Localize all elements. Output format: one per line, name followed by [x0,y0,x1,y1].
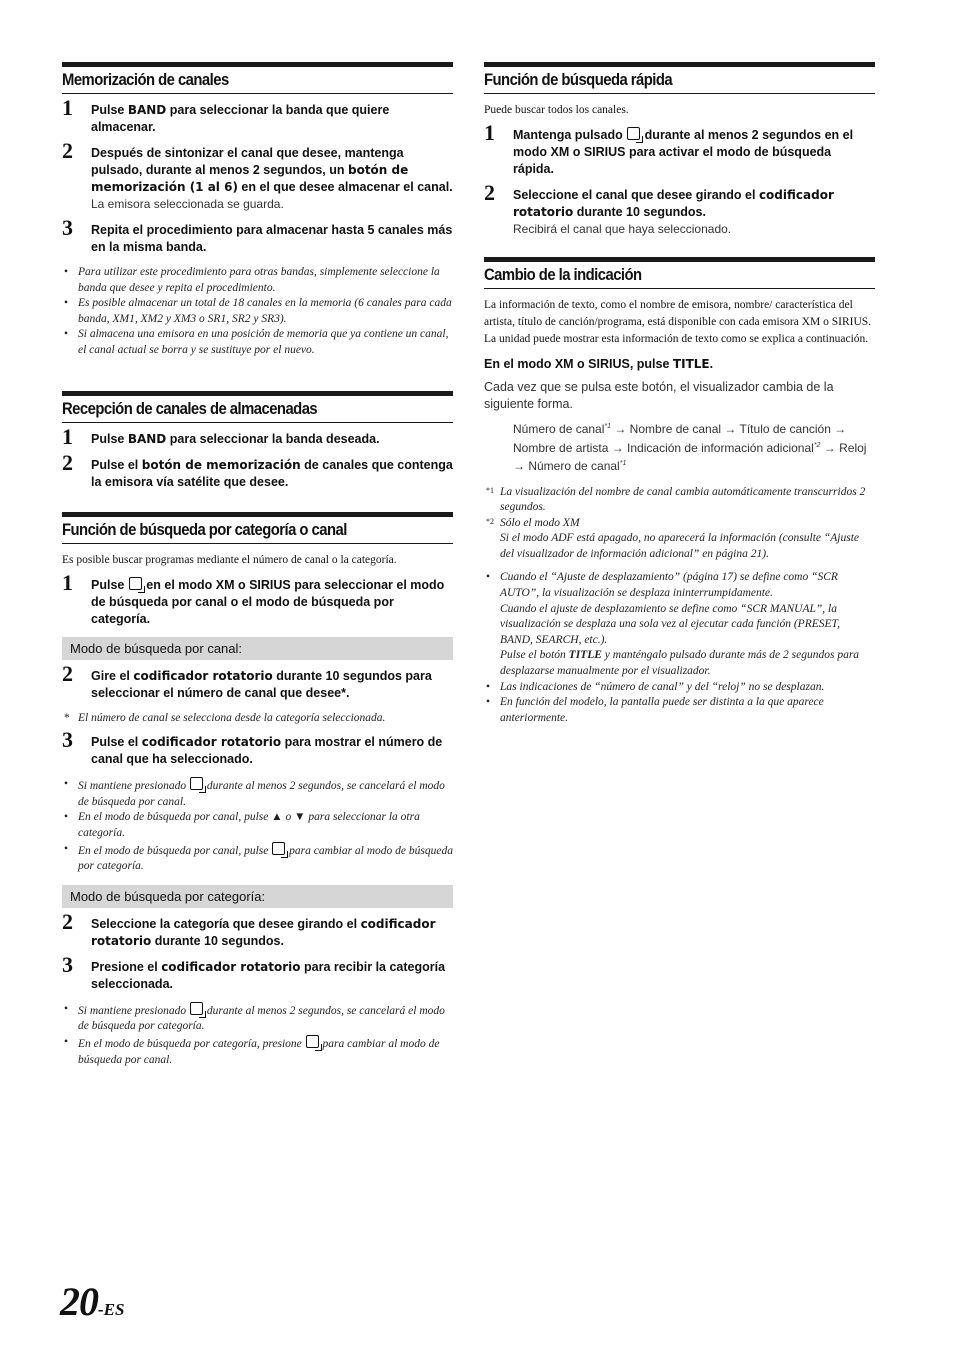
step-text: Pulse BAND para seleccionar la banda que quiere almacenar. [91,103,390,134]
step [484,180,875,238]
notes-list [484,570,875,726]
step-number: 3 [62,215,73,240]
step-result: La emisora seleccionada se guarda. [91,197,284,211]
section-heading-cambio-indicacion: Cambio de la indicación [484,257,875,289]
note-item: • Si mantiene presionado durante al menos 2 segundos, se cancelará el modo de búsqueda por categoría. [62,1002,453,1035]
step-text: Mantenga pulsado durante al menos 2 segundos en el modo XM o SIRIUS para activar el modo de búsqueda rápida. [513,128,854,176]
band-button-icon [190,1002,203,1015]
step-number: 2 [62,449,73,475]
step [62,569,453,628]
step-text: Gire el codificador rotatorio durante 10 segundos para seleccionar el número de canal que desee*. [91,668,432,700]
note-item: • Las indicaciones de “número de canal” y del “reloj” no se desplazan. [484,680,875,696]
subsection-band: Modo de búsqueda por canal: [62,637,453,660]
step-number: 2 [62,660,73,686]
section-intro: Es posible buscar programas mediante el número de canal o la categoría. [62,553,397,566]
right-column [484,62,875,736]
band-button-icon [627,127,640,140]
section-intro: La información de texto, como el nombre de emisora, nombre/ característica del artista, título de canción/programa, está disponible con cada emisora XM o SIRIUS. La unidad puede mostrar esta información de texto como se explica a continuación. [484,299,872,345]
step-text: Seleccione el canal que desee girando el codificador rotatorio durante 10 segundos. [513,188,834,219]
note-item: • Para utilizar este procedimiento para otras bandas, simplemente seleccione la banda que desee y repita el procedimiento. [62,265,453,296]
note-item: • En el modo de búsqueda por categoría, presione para cambiar al modo de búsqueda por canal. [62,1035,453,1068]
instruction-lead: En el modo XM o SIRIUS, pulse TITLE. [484,357,714,371]
footnote: * El número de canal se selecciona desde la categoría seleccionada. [64,711,386,724]
step [62,951,453,993]
step-text: Presione el codificador rotatorio para recibir la categoría seleccionada. [91,959,446,991]
step [62,138,453,213]
instruction-detail: Cada vez que se pulsa este botón, el visualizador cambia de la siguiente forma. [484,380,834,411]
step-number: 1 [62,95,73,120]
step-number: 2 [484,180,495,205]
display-sequence: Número de canal$^{*1}$ → Nombre de canal → Título de canción → Nombre de artista → Indicación de información adicional$^{*2}$ → Reloj → Número de canal$^{*1}$ [513,422,867,473]
note-item: • En el modo de búsqueda por canal, pulse para cambiar al modo de búsqueda por categoría. [62,842,453,875]
step-number: 1 [62,569,73,595]
notes-list [62,265,453,359]
step-number: 2 [62,908,73,934]
step-result: Recibirá el canal que haya seleccionado. [513,222,732,236]
left-column [62,62,453,1078]
step [62,449,453,491]
note-item: • Si almacena una emisora en una posición de memoria que ya contiene un canal, el canal actual se borra y se sustituye por el nuevo. [62,327,453,358]
band-button-icon [129,577,142,590]
band-button-icon [272,842,285,855]
step [62,423,453,449]
section-heading-busqueda-categoria: Función de búsqueda por categoría o canal [62,512,453,544]
step-number: 1 [484,120,495,145]
section-heading-recepcion: Recepción de canales de almacenadas [62,391,453,423]
step [62,95,453,136]
section-heading-busqueda-rapida: Función de búsqueda rápida [484,62,875,94]
step-number: 2 [62,138,73,163]
section-heading-memorizacion: Memorización de canales [62,62,453,94]
step-text: Pulse el codificador rotatorio para mostrar el número de canal que ha seleccionado. [91,735,443,767]
step [62,727,453,768]
step-number: 1 [62,423,73,449]
step-text: Seleccione la categoría que desee girando el codificador rotatorio durante 10 segundos. [91,916,436,948]
section-intro: Puede buscar todos los canales. [484,104,629,116]
step-text: Repita el procedimiento para almacenar hasta 5 canales más en la misma banda. [91,223,453,254]
step-text: Pulse BAND para seleccionar la banda deseada. [91,431,380,446]
step [484,120,875,178]
step-text: Pulse en el modo XM o SIRIUS para seleccionar el modo de búsqueda por canal o el modo de búsqueda por categoría. [91,577,445,626]
subsection-band: Modo de búsqueda por categoría: [62,885,453,908]
footnote: *2 Sólo el modo XM Si el modo ADF está apagado, no aparecerá la información (consulte “Ajuste del visualizador de información adicional” en página 21). [486,516,860,560]
note-item: • En el modo de búsqueda por canal, pulse ▲ o ▼ para seleccionar la otra categoría. [62,810,453,841]
notes-list [62,777,453,875]
step-number: 3 [62,951,73,977]
band-button-icon [306,1035,319,1048]
band-button-icon [190,777,203,790]
step [62,215,453,256]
notes-list [62,1002,453,1068]
step [62,660,453,702]
note-item: • Es posible almacenar un total de 18 canales en la memoria (6 canales para cada banda, XM1, XM2 y XM3 o SR1, SR2 y SR3). [62,296,453,327]
step-text: Después de sintonizar el canal que desee, mantenga pulsado, durante al menos 2 segundos, un botón de memorización (1 al 6) en el que desee almacenar el canal. [91,146,453,194]
note-item: • Cuando el “Ajuste de desplazamiento” (página 17) se define como “SCR AUTO”, la visualización se desplaza ininterrumpidamente. Cuando el ajuste de desplazamiento se define como “SCR MANUAL”, la visualización se desplaza una sola vez al ejecutar cada función (PRESET, BAND, SEARCH, etc.). Pulse el botón TITLE y manténgalo pulsado durante más de 2 segundos para desplazarse manualmente por el visualizador. [484,570,875,679]
footnote: *1 La visualización del nombre de canal cambia automáticamente transcurridos 2 segundos. [486,485,866,514]
step-number: 3 [62,727,73,753]
note-item: • En función del modelo, la pantalla puede ser distinta a la que aparece anteriormente. [484,695,875,726]
page-number: 20-ES [60,1279,125,1324]
step-text: Pulse el botón de memorización de canales que contenga la emisora vía satélite que desee. [91,457,453,489]
note-item: • Si mantiene presionado durante al menos 2 segundos, se cancelará el modo de búsqueda por canal. [62,777,453,810]
step [62,908,453,950]
